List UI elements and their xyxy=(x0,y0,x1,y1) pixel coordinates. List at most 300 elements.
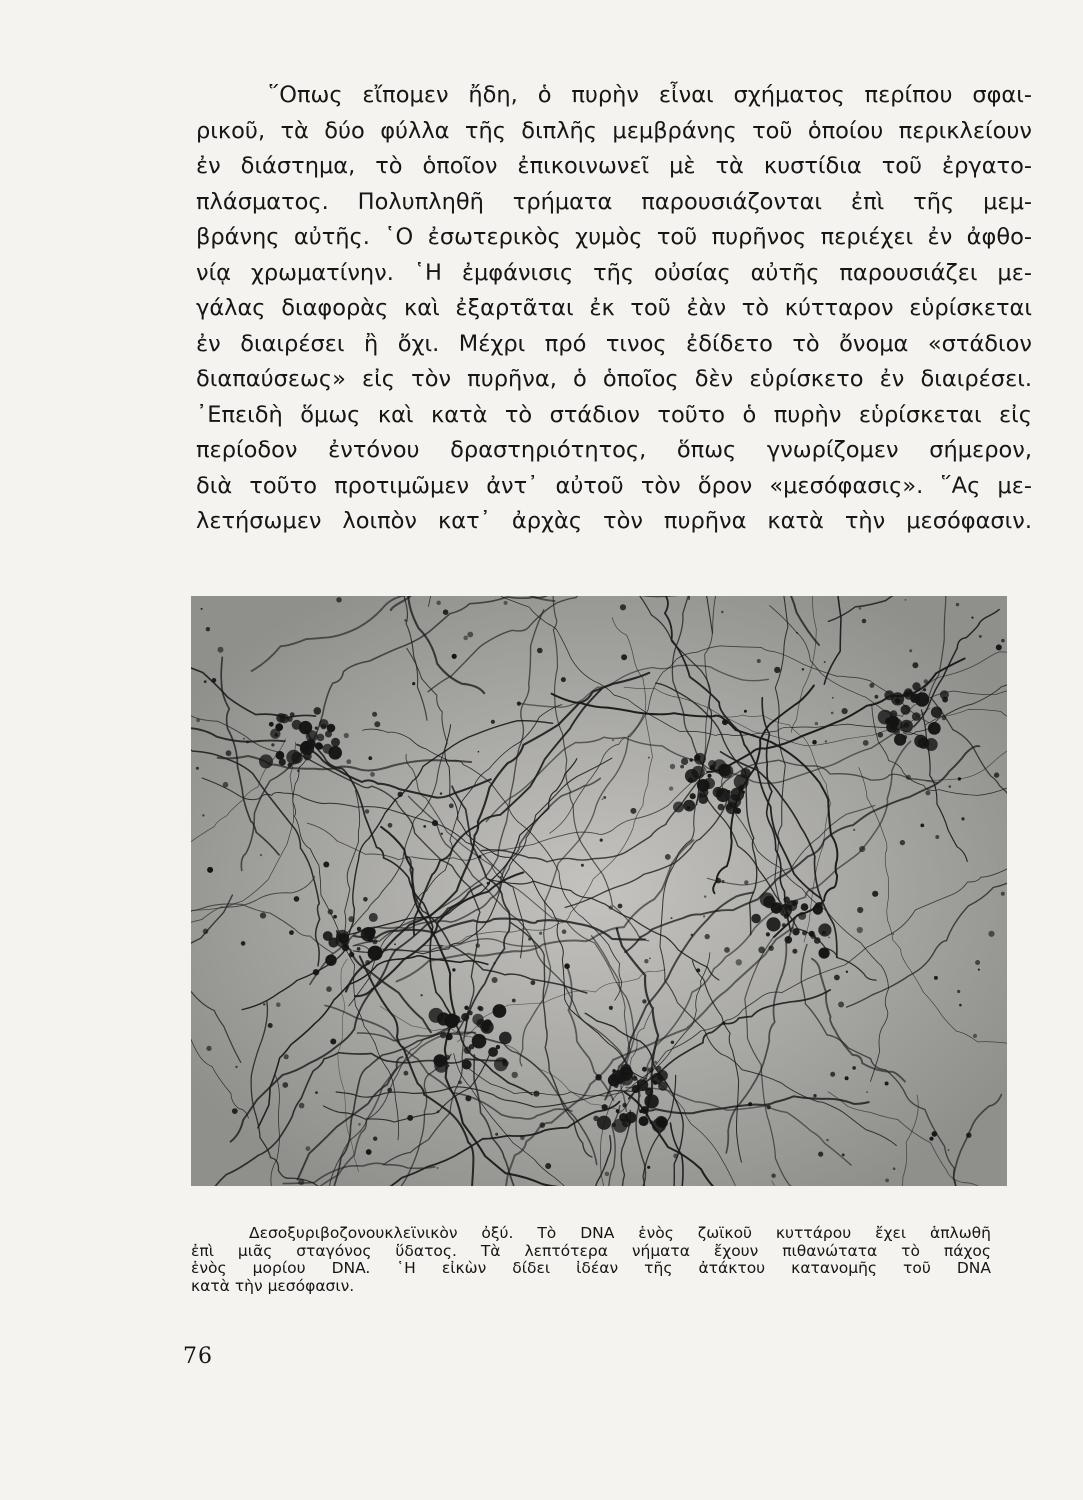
dna-bead xyxy=(206,1046,211,1051)
dna-bead xyxy=(716,878,722,884)
text-line: ἐν διάστημα, τὸ ὁποῖον ἐπικοινωνεῖ μὲ τὰ κυστίδια τοῦ ἐργατο- xyxy=(196,153,1032,179)
text-line: ἐν διαιρέσει ἢ ὄχι. Μέχρι πρό τινος ἐδίδετο τὸ ὄνομα «στάδιον xyxy=(196,330,1032,357)
dna-bead xyxy=(1001,892,1005,896)
dna-clump xyxy=(741,768,751,778)
dna-bead xyxy=(736,959,742,965)
dna-clump xyxy=(368,946,383,961)
dna-bead xyxy=(925,790,930,795)
dna-clump xyxy=(782,923,786,927)
text-line: νίᾳ χρωματίνην. ῾Η ἐμφάνισις τῆς οὐσίας αὐτῆς παρουσιάζει με- xyxy=(196,259,1032,286)
dna-bead xyxy=(669,786,673,790)
dna-clump xyxy=(484,1019,492,1027)
dna-bead xyxy=(441,833,443,835)
dna-bead xyxy=(744,710,747,713)
text-line: γάλας διαφορὰς καὶ ἐξαρτᾶται ἐκ τοῦ ἐὰν τὸ κύτταρον εὑρίσκεται xyxy=(196,295,1032,321)
dna-clump xyxy=(305,744,311,750)
dna-clump xyxy=(269,722,274,727)
dna-bead xyxy=(449,803,454,808)
dna-bead xyxy=(452,968,455,971)
dna-bead xyxy=(330,1039,336,1045)
dna-bead xyxy=(299,1103,305,1109)
dna-bead xyxy=(226,750,232,756)
dna-bead xyxy=(644,959,648,963)
dna-clump xyxy=(616,1109,620,1113)
dna-bead xyxy=(958,777,961,780)
dna-bead xyxy=(540,1122,546,1128)
dna-bead xyxy=(491,720,495,724)
dna-bead xyxy=(722,1021,726,1025)
dna-clump xyxy=(923,688,926,691)
dna-clump xyxy=(323,931,333,941)
dna-bead xyxy=(1001,639,1004,642)
dna-clump xyxy=(276,713,286,723)
dna-clump xyxy=(819,948,830,959)
dna-bead xyxy=(885,1179,889,1183)
dna-clump xyxy=(811,934,816,939)
dna-bead xyxy=(609,1006,613,1010)
dna-bead xyxy=(824,661,826,663)
dna-bead xyxy=(600,839,603,842)
dna-bead xyxy=(828,937,830,939)
dna-clump xyxy=(446,1033,453,1040)
text-line: διὰ τοῦτο προτιμῶμεν ἀντ᾿ αὐτοῦ τὸν ὅρον «μεσόφασις». ῞Ας με- xyxy=(196,472,1032,499)
dna-bead xyxy=(912,662,918,668)
dna-bead xyxy=(621,654,627,660)
micrograph-background xyxy=(191,596,1007,1186)
dna-bead xyxy=(978,969,980,971)
dna-clump xyxy=(292,720,302,730)
dna-bead xyxy=(290,712,295,717)
dna-bead xyxy=(333,915,337,919)
dna-bead xyxy=(243,738,245,740)
dna-bead xyxy=(971,617,973,619)
dna-bead xyxy=(942,716,947,721)
dna-clump xyxy=(478,1006,483,1011)
dna-bead xyxy=(721,611,724,614)
dna-bead xyxy=(632,1076,637,1081)
dna-bead xyxy=(370,772,375,777)
dna-bead xyxy=(900,840,905,845)
dna-bead xyxy=(859,846,865,852)
dna-clump xyxy=(692,766,705,779)
dna-clump xyxy=(708,760,716,768)
dna-clump xyxy=(901,705,911,715)
dna-clump xyxy=(698,794,708,804)
dna-bead xyxy=(289,930,294,935)
dna-bead xyxy=(437,1110,440,1113)
dna-bead xyxy=(374,721,380,727)
dna-clump xyxy=(620,1072,634,1086)
dna-bead xyxy=(368,756,372,760)
dna-bead xyxy=(423,825,426,828)
dna-clump xyxy=(650,1120,654,1124)
caption-line: ἑνὸς μορίου DNA. ῾Η εἰκὼν δίδει ἰδέαν τῆς ἀτάκτου κατανομῆς τοῦ DNA xyxy=(191,1259,991,1277)
dna-bead xyxy=(260,854,262,856)
dna-clump xyxy=(429,1008,444,1023)
dna-bead xyxy=(826,1139,829,1142)
dna-clump xyxy=(472,1034,487,1049)
dna-bead xyxy=(394,943,396,945)
dna-clump xyxy=(259,754,273,768)
dna-bead xyxy=(652,1081,654,1083)
dna-bead xyxy=(857,907,863,913)
dna-bead xyxy=(670,764,675,769)
dna-clump xyxy=(763,896,775,908)
dna-bead xyxy=(398,792,403,797)
dna-bead xyxy=(263,1003,266,1006)
dna-bead xyxy=(363,897,368,902)
dna-bead xyxy=(373,1137,377,1141)
dna-bead xyxy=(452,654,457,659)
dna-clump xyxy=(644,1094,658,1108)
dna-bead xyxy=(665,854,671,860)
dna-clump xyxy=(878,732,884,738)
dna-clump xyxy=(642,1067,647,1072)
dna-bead xyxy=(975,960,980,965)
dna-bead xyxy=(533,1091,539,1097)
text-line: διαπαύσεως» εἰς τὸν πυρῆνα, ὁ ὁποῖος δὲν εὑρίσκετο ἐν διαιρέσει. xyxy=(196,366,1032,392)
dna-clump xyxy=(798,912,806,920)
dna-bead xyxy=(212,678,217,683)
dna-clump xyxy=(928,722,941,735)
dna-bead xyxy=(956,603,959,606)
caption-line: κατὰ τὴν μεσόφασιν. xyxy=(191,1276,355,1295)
dna-clump xyxy=(445,1055,450,1060)
dna-bead xyxy=(432,820,438,826)
dna-bead xyxy=(298,1179,304,1185)
dna-bead xyxy=(342,941,345,944)
text-line: ᾿Επειδὴ ὅμως καὶ κατὰ τὸ στάδιον τοῦτο ὁ πυρὴν εὑρίσκεται εἰς xyxy=(196,401,1032,428)
dna-clump xyxy=(801,903,809,911)
dna-clump xyxy=(314,707,322,715)
dna-bead xyxy=(722,719,728,725)
dna-bead xyxy=(494,962,496,964)
text-line: πλάσματος. Πολυπληθῆ τρήματα παρουσιάζονται ἐπὶ τῆς μεμ- xyxy=(196,188,1032,215)
dna-clump xyxy=(612,1123,617,1128)
dna-bead xyxy=(437,601,441,605)
dna-bead xyxy=(315,1091,318,1094)
dna-bead xyxy=(979,635,982,638)
dna-bead xyxy=(630,808,636,814)
dna-bead xyxy=(284,1054,289,1059)
dna-clump xyxy=(331,738,340,747)
dna-clump xyxy=(912,712,921,721)
dna-bead xyxy=(671,1041,674,1044)
dna-bead xyxy=(326,986,332,992)
dna-bead xyxy=(905,599,907,601)
dna-clump xyxy=(708,774,712,778)
dna-bead xyxy=(545,1163,551,1169)
dna-bead xyxy=(478,855,481,858)
dna-clump xyxy=(769,946,774,951)
dna-bead xyxy=(834,975,840,981)
dna-bead xyxy=(616,928,618,930)
dna-bead xyxy=(654,1061,657,1064)
dna-bead xyxy=(774,667,780,673)
dna-bead xyxy=(893,1167,896,1170)
dna-clump xyxy=(735,808,741,814)
dna-micrograph xyxy=(191,596,1007,1186)
dna-bead xyxy=(857,927,863,933)
dna-clump xyxy=(657,1070,668,1081)
dna-bead xyxy=(803,932,806,935)
dna-bead xyxy=(863,740,869,746)
dna-bead xyxy=(757,659,761,663)
dna-bead xyxy=(859,607,862,610)
dna-clump xyxy=(673,802,684,813)
dna-bead xyxy=(609,905,613,909)
dna-clump xyxy=(652,1118,666,1132)
micrograph-illustration xyxy=(191,596,1007,1186)
dna-bead xyxy=(721,880,724,883)
dna-bead xyxy=(276,1002,281,1007)
dna-clump xyxy=(648,1067,654,1073)
dna-bead xyxy=(440,945,443,948)
dna-clump xyxy=(328,746,342,760)
dna-clump xyxy=(680,765,684,769)
dna-bead xyxy=(612,739,614,741)
dna-clump xyxy=(895,698,900,703)
dna-clump xyxy=(321,724,327,730)
dna-bead xyxy=(562,929,567,934)
dna-bead xyxy=(920,824,924,828)
dna-clump xyxy=(313,969,319,975)
dna-bead xyxy=(202,814,204,816)
dna-bead xyxy=(223,782,229,788)
dna-clump xyxy=(639,1110,643,1114)
dna-clump xyxy=(318,744,324,750)
dna-clump xyxy=(595,1074,601,1080)
dna-bead xyxy=(825,740,827,742)
dna-bead xyxy=(605,1172,610,1177)
dna-bead xyxy=(932,1131,938,1137)
dna-bead xyxy=(949,785,952,788)
dna-bead xyxy=(812,740,817,745)
dna-clump xyxy=(433,1054,446,1067)
dna-clump xyxy=(602,1104,608,1110)
dna-clump xyxy=(904,688,913,697)
dna-bead xyxy=(988,931,994,937)
dna-bead xyxy=(504,601,508,605)
dna-bead xyxy=(241,941,246,946)
dna-bead xyxy=(204,680,207,683)
dna-clump xyxy=(286,750,301,765)
dna-clump xyxy=(622,1118,631,1127)
dna-bead xyxy=(465,1095,471,1101)
dna-bead xyxy=(520,1136,525,1141)
dna-bead xyxy=(748,1102,752,1106)
dna-bead xyxy=(948,1149,950,1151)
dna-bead xyxy=(973,1034,977,1038)
dna-bead xyxy=(564,963,570,969)
dna-bead xyxy=(344,733,349,738)
dna-bead xyxy=(618,904,623,909)
dna-clump xyxy=(884,690,894,700)
dna-bead xyxy=(306,1146,311,1151)
dna-bead xyxy=(412,682,415,685)
dna-bead xyxy=(437,1167,439,1169)
dna-clump xyxy=(287,716,293,722)
dna-bead xyxy=(207,867,213,873)
caption-line: ἐπὶ μιᾶς σταγόνος ὕδατος. Τὰ λεπτότερα νήματα ἔχουν πιθανώτατα τὸ πάχος xyxy=(191,1241,991,1260)
dna-bead xyxy=(885,1082,889,1086)
dna-clump xyxy=(784,914,789,919)
dna-bead xyxy=(671,917,673,919)
text-line: λετήσωμεν λοιπὸν κατ᾿ ἀρχὰς τὸν πυρῆνα κατὰ τὴν μεσόφασιν. xyxy=(196,508,1032,534)
dna-bead xyxy=(853,829,855,831)
dna-bead xyxy=(771,1174,775,1178)
dna-bead xyxy=(642,999,646,1003)
dna-bead xyxy=(831,712,834,715)
dna-bead xyxy=(499,876,501,878)
dna-clump xyxy=(694,754,700,760)
dna-bead xyxy=(996,644,1002,650)
dna-clump xyxy=(818,923,831,936)
dna-clump xyxy=(718,804,725,811)
dna-bead xyxy=(495,1133,498,1136)
dna-bead xyxy=(539,932,542,935)
dna-bead xyxy=(512,999,516,1003)
dna-bead xyxy=(648,757,650,759)
dna-bead xyxy=(235,1066,237,1068)
dna-bead xyxy=(620,604,626,610)
dna-clump xyxy=(614,1084,619,1089)
dna-bead xyxy=(581,864,584,867)
dna-bead xyxy=(966,1133,971,1138)
dna-bead xyxy=(268,1023,273,1028)
dna-clump xyxy=(453,1016,461,1024)
dna-bead xyxy=(323,862,329,868)
dna-bead xyxy=(260,912,266,918)
dna-bead xyxy=(517,702,521,706)
dna-bead xyxy=(531,980,536,985)
text-line: ῞Οπως εἴπομεν ἤδη, ὁ πυρὴν εἶναι σχήματος περίπου σφαι- xyxy=(268,82,1032,108)
dna-bead xyxy=(328,909,334,915)
dna-bead xyxy=(404,1071,409,1076)
dna-bead xyxy=(802,668,805,671)
dna-bead xyxy=(404,619,406,621)
dna-bead xyxy=(492,977,498,983)
dna-clump xyxy=(317,734,325,742)
dna-bead xyxy=(813,1094,816,1097)
dna-bead xyxy=(792,949,797,954)
dna-clump xyxy=(903,735,907,739)
dna-bead xyxy=(957,990,960,993)
dna-bead xyxy=(846,971,848,973)
dna-clump xyxy=(464,1006,468,1010)
dna-bead xyxy=(206,627,210,631)
dna-clump xyxy=(878,710,893,725)
dna-bead xyxy=(961,817,964,820)
dna-clump xyxy=(656,1066,661,1071)
dna-clump xyxy=(335,933,349,947)
dna-clump xyxy=(502,1060,508,1066)
dna-bead xyxy=(727,790,731,794)
dna-clump xyxy=(687,806,690,809)
dna-clump xyxy=(912,682,920,690)
dna-bead xyxy=(696,968,700,972)
dna-bead xyxy=(196,767,199,770)
dna-clump xyxy=(751,914,761,924)
dna-clump xyxy=(766,917,780,931)
dna-bead xyxy=(476,943,480,947)
dna-bead xyxy=(372,712,377,717)
dna-bead xyxy=(924,679,928,683)
dna-clump xyxy=(875,695,879,699)
dna-clump xyxy=(357,927,361,931)
dna-clump xyxy=(357,947,361,951)
dna-clump xyxy=(785,936,793,944)
dna-bead xyxy=(358,1123,361,1126)
dna-bead xyxy=(282,1082,288,1088)
dna-bead xyxy=(862,619,867,624)
page-number: 76 xyxy=(183,1344,213,1369)
dna-clump xyxy=(788,905,792,909)
dna-bead xyxy=(467,632,473,638)
dna-bead xyxy=(818,1152,823,1157)
dna-clump xyxy=(637,1079,648,1090)
dna-clump xyxy=(613,1069,616,1072)
dna-bead xyxy=(232,1108,238,1114)
dna-clump xyxy=(348,916,354,922)
dna-bead xyxy=(872,891,878,897)
dna-bead xyxy=(478,751,480,753)
dna-bead xyxy=(724,947,730,953)
dna-clump xyxy=(690,793,696,799)
dna-bead xyxy=(934,976,938,980)
dna-bead xyxy=(487,882,490,885)
dna-clump xyxy=(683,800,695,812)
dna-bead xyxy=(561,677,566,682)
dna-bead xyxy=(906,775,911,780)
dna-bead xyxy=(346,759,351,764)
dna-clump xyxy=(325,955,336,966)
dna-clump xyxy=(363,927,374,938)
dna-bead xyxy=(421,994,423,996)
caption-line: Δεσοξυριβοζονουκλεϊνικὸν ὀξύ. Τὸ DNA ἑνὸς ζωϊκοῦ κυττάρου ἔχει ἁπλωθῆ xyxy=(249,1224,991,1242)
dna-bead xyxy=(366,1149,372,1155)
dna-bead xyxy=(845,1076,849,1080)
dna-clump xyxy=(493,1004,507,1018)
dna-clump xyxy=(816,902,823,909)
dna-bead xyxy=(294,896,300,902)
dna-clump xyxy=(730,788,744,802)
dna-clump xyxy=(597,1116,611,1130)
dna-bead xyxy=(649,958,651,960)
dna-clump xyxy=(349,952,354,957)
dna-clump xyxy=(275,723,283,731)
dna-clump xyxy=(931,707,942,718)
dna-clump xyxy=(766,932,770,936)
dna-clump xyxy=(608,1074,621,1087)
dna-clump xyxy=(792,928,799,935)
dna-clump xyxy=(784,897,790,903)
dna-bead xyxy=(388,823,393,828)
dna-bead xyxy=(705,934,710,939)
dna-bead xyxy=(603,796,606,799)
dna-bead xyxy=(673,1154,678,1159)
figure-caption xyxy=(191,1225,991,1295)
dna-bead xyxy=(297,770,299,772)
dna-bead xyxy=(440,1032,446,1038)
dna-bead xyxy=(443,609,449,615)
dna-clump xyxy=(942,697,948,703)
dna-bead xyxy=(832,697,834,699)
dna-bead xyxy=(647,1166,650,1169)
dna-bead xyxy=(842,708,848,714)
dna-clump xyxy=(365,960,370,965)
dna-bead xyxy=(796,632,798,634)
